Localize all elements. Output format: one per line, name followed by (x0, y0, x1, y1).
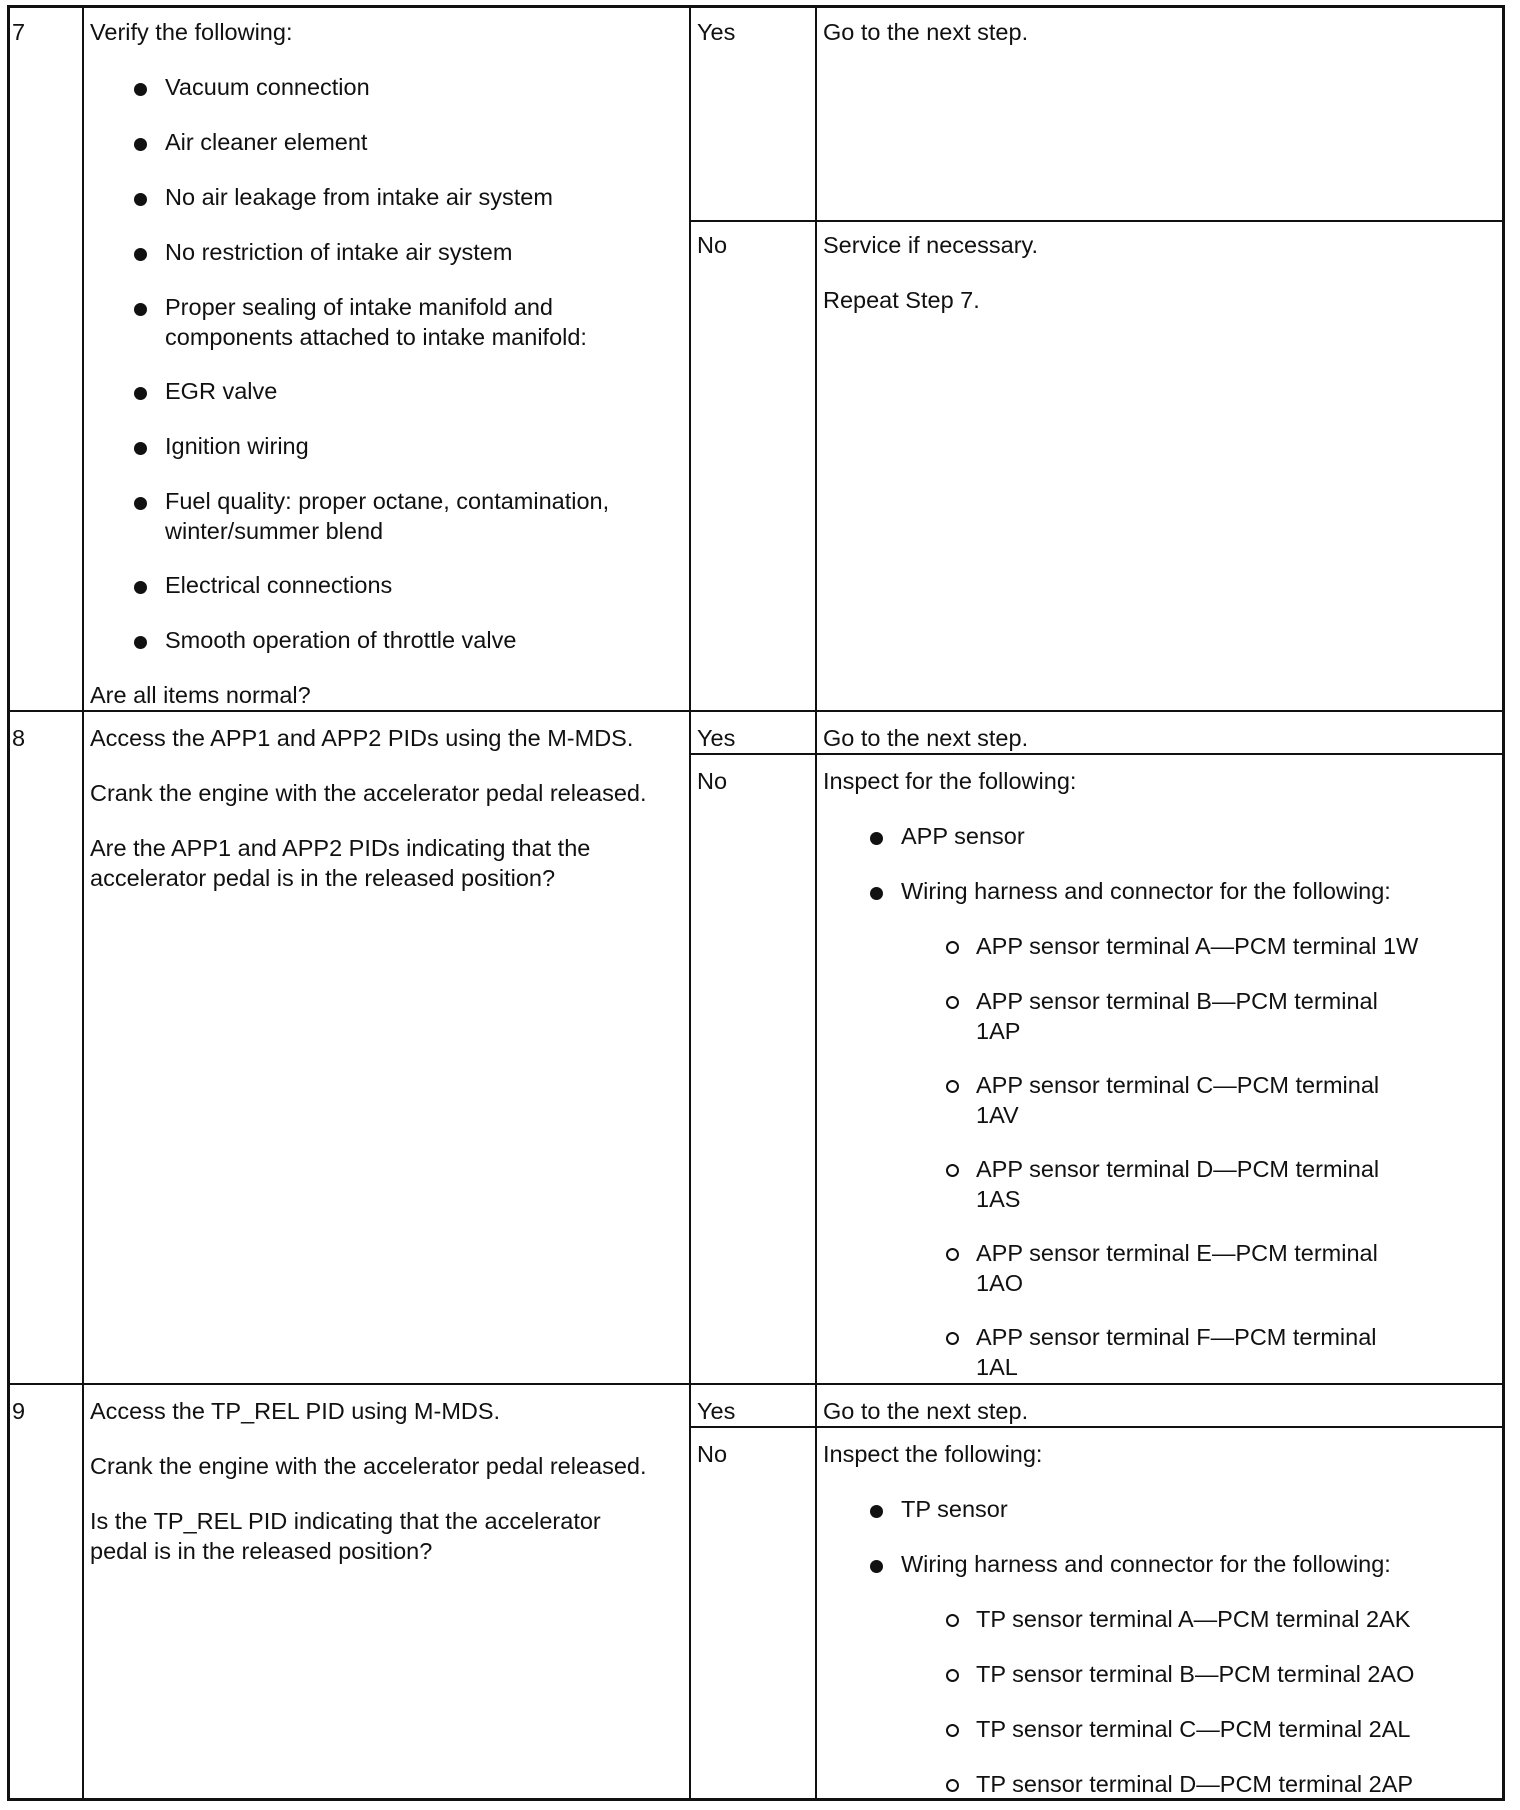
terminal-item: TP sensor terminal B—PCM terminal 2AO (976, 1661, 1415, 1687)
circle-bullet-icon (946, 1164, 959, 1177)
bullet-icon (870, 887, 883, 900)
column-divider (815, 8, 817, 1798)
bullet-icon (134, 303, 147, 316)
circle-bullet-icon (946, 1332, 959, 1345)
circle-bullet-icon (946, 1080, 959, 1093)
inspect-item: APP sensor (901, 823, 1025, 849)
terminal-item-continued: 1AS (976, 1186, 1021, 1212)
bullet-icon (134, 387, 147, 400)
check-item: Fuel quality: proper octane, contamination, (165, 488, 610, 514)
terminal-item: APP sensor terminal D—PCM terminal (976, 1156, 1380, 1182)
row-divider (10, 710, 1502, 712)
bullet-icon (134, 138, 147, 151)
check-item: Electrical connections (165, 572, 393, 598)
step-8-action: Access the APP1 and APP2 PIDs using the M-MDS. (90, 725, 634, 751)
yes-result: Go to the next step. (823, 19, 1029, 45)
no-label: No (697, 768, 728, 794)
check-item: No restriction of intake air system (165, 239, 513, 265)
terminal-item: APP sensor terminal B—PCM terminal (976, 988, 1378, 1014)
bullet-icon (870, 832, 883, 845)
column-divider (82, 8, 84, 1798)
step-8-question-continued: accelerator pedal is in the released position? (90, 865, 556, 891)
step-number: 7 (12, 19, 26, 45)
bullet-icon (870, 1560, 883, 1573)
check-item: Air cleaner element (165, 129, 368, 155)
yes-no-divider (689, 1426, 1502, 1428)
circle-bullet-icon (946, 1248, 959, 1261)
inspect-item: TP sensor (901, 1496, 1008, 1522)
terminal-item: APP sensor terminal E—PCM terminal (976, 1240, 1378, 1266)
yes-result: Go to the next step. (823, 1398, 1029, 1424)
step-8-question: Are the APP1 and APP2 PIDs indicating that the (90, 835, 591, 861)
no-intro: Inspect the following: (823, 1441, 1043, 1467)
circle-bullet-icon (946, 1614, 959, 1627)
step-7-question: Are all items normal? (90, 682, 311, 708)
inspect-item: Wiring harness and connector for the following: (901, 878, 1391, 904)
check-item: Ignition wiring (165, 433, 309, 459)
check-item: Vacuum connection (165, 74, 370, 100)
no-result: Repeat Step 7. (823, 287, 980, 313)
bullet-icon (134, 83, 147, 96)
step-9-question-continued: pedal is in the released position? (90, 1538, 433, 1564)
step-number: 8 (12, 725, 26, 751)
row-divider (10, 1383, 1502, 1385)
check-item: Proper sealing of intake manifold and (165, 294, 553, 320)
yes-no-divider (689, 753, 1502, 755)
column-divider (689, 8, 691, 1798)
yes-result: Go to the next step. (823, 725, 1029, 751)
terminal-item-continued: 1AV (976, 1102, 1019, 1128)
bullet-icon (134, 193, 147, 206)
step-9-action: Access the TP_REL PID using M-MDS. (90, 1398, 501, 1424)
check-item-continued: winter/summer blend (165, 518, 384, 544)
check-item: EGR valve (165, 378, 278, 404)
no-label: No (697, 232, 728, 258)
terminal-item-continued: 1AL (976, 1354, 1018, 1380)
inspect-item: Wiring harness and connector for the following: (901, 1551, 1391, 1577)
step-9-question: Is the TP_REL PID indicating that the accelerator (90, 1508, 601, 1534)
terminal-item: TP sensor terminal C—PCM terminal 2AL (976, 1716, 1411, 1742)
yes-label: Yes (697, 725, 736, 751)
terminal-item: APP sensor terminal C—PCM terminal (976, 1072, 1380, 1098)
terminal-item-continued: 1AO (976, 1270, 1024, 1296)
circle-bullet-icon (946, 1669, 959, 1682)
no-intro: Inspect for the following: (823, 768, 1077, 794)
no-result: Service if necessary. (823, 232, 1039, 258)
circle-bullet-icon (946, 1779, 959, 1792)
bullet-icon (134, 442, 147, 455)
step-8-action: Crank the engine with the accelerator pedal released. (90, 780, 647, 806)
bullet-icon (134, 581, 147, 594)
step-number: 9 (12, 1398, 26, 1424)
yes-label: Yes (697, 19, 736, 45)
step-7-intro: Verify the following: (90, 19, 293, 45)
circle-bullet-icon (946, 941, 959, 954)
step-9-action: Crank the engine with the accelerator pedal released. (90, 1453, 647, 1479)
terminal-item: TP sensor terminal D—PCM terminal 2AP (976, 1771, 1414, 1797)
bullet-icon (134, 248, 147, 261)
circle-bullet-icon (946, 996, 959, 1009)
bullet-icon (870, 1505, 883, 1518)
check-item: No air leakage from intake air system (165, 184, 553, 210)
no-label: No (697, 1441, 728, 1467)
bullet-icon (134, 497, 147, 510)
terminal-item: TP sensor terminal A—PCM terminal 2AK (976, 1606, 1411, 1632)
diagnostic-procedure-table (7, 5, 1505, 1801)
bullet-icon (134, 636, 147, 649)
terminal-item: APP sensor terminal A—PCM terminal 1W (976, 933, 1419, 959)
circle-bullet-icon (946, 1724, 959, 1737)
yes-label: Yes (697, 1398, 736, 1424)
terminal-item: APP sensor terminal F—PCM terminal (976, 1324, 1377, 1350)
check-item-continued: components attached to intake manifold: (165, 324, 587, 350)
yes-no-divider (689, 220, 1502, 222)
check-item: Smooth operation of throttle valve (165, 627, 517, 653)
terminal-item-continued: 1AP (976, 1018, 1021, 1044)
